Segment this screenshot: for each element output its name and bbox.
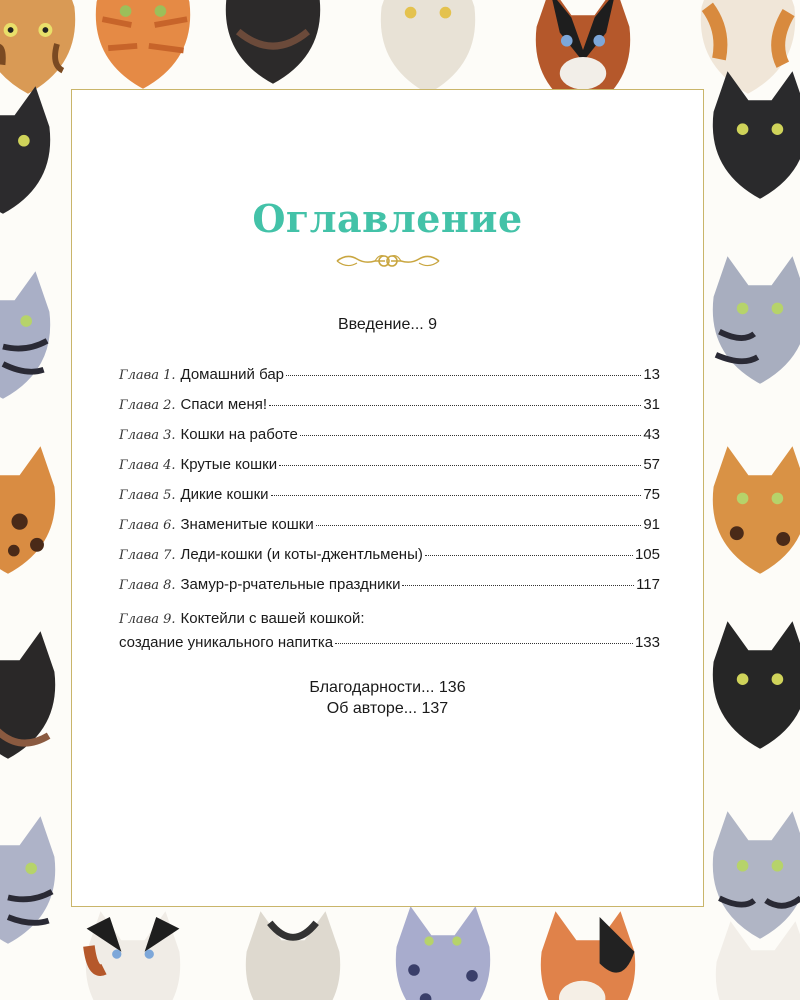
chapter-label: Глава 8.	[119, 578, 176, 593]
dot-leader	[425, 555, 633, 556]
chapter-label: Глава 3.	[119, 428, 176, 443]
chapter-label: Глава 9.	[119, 612, 176, 627]
cat-illustration	[0, 625, 66, 765]
chapter-entry[interactable]	[119, 426, 660, 456]
dot-leader	[316, 525, 642, 526]
chapter-label: Глава 4.	[119, 458, 176, 473]
chapter-page: 133	[634, 634, 660, 651]
chapter-label: Глава 1.	[119, 368, 176, 383]
chapter-page: 43	[643, 426, 660, 443]
ornament-divider-icon	[335, 250, 441, 272]
chapter-page: 91	[643, 516, 660, 533]
dot-leader	[269, 405, 641, 406]
cat-illustration	[702, 250, 800, 390]
dot-leader	[300, 435, 641, 436]
chapter-label: Глава 7.	[119, 548, 176, 563]
chapter-page: 105	[634, 546, 660, 563]
chapter-entry[interactable]	[119, 576, 660, 606]
chapter-entry[interactable]	[119, 516, 660, 546]
cat-illustration	[702, 65, 800, 205]
back-matter	[72, 677, 703, 719]
chapter-page: 117	[636, 576, 660, 593]
cat-illustration	[530, 905, 646, 1000]
about-author-entry[interactable]: Об авторе... 137	[326, 700, 449, 717]
chapter-label: Глава 6.	[119, 518, 176, 533]
chapter-page: 75	[643, 486, 660, 503]
acknowledgements-entry[interactable]: Благодарности... 136	[309, 679, 466, 696]
dot-leader	[335, 643, 633, 644]
dot-leader	[286, 375, 641, 376]
chapter-entry[interactable]	[119, 610, 660, 658]
dot-leader	[271, 495, 642, 496]
cat-illustration	[0, 80, 61, 220]
cat-illustration	[235, 905, 351, 1000]
cat-illustration	[215, 0, 331, 90]
cat-illustration	[75, 905, 191, 1000]
chapter-name: Домашний бар	[180, 366, 284, 383]
dot-leader	[402, 585, 634, 586]
cat-illustration	[85, 0, 201, 95]
chapter-name: Кошки на работе	[180, 426, 298, 443]
chapter-name: Коктейли с вашей кошкой:	[180, 610, 365, 627]
chapter-name: Замур-р-рчательные праздники	[180, 576, 401, 593]
chapter-list	[119, 366, 660, 658]
intro-entry[interactable]: Введение... 9	[337, 316, 438, 333]
chapter-name: Леди-кошки (и коты-джентльмены)	[180, 546, 423, 563]
chapter-page: 13	[643, 366, 660, 383]
cat-illustration	[702, 615, 800, 755]
cat-illustration	[370, 0, 486, 100]
cat-illustration	[0, 265, 61, 405]
cat-illustration	[385, 900, 501, 1000]
chapter-page: 57	[643, 456, 660, 473]
chapter-entry[interactable]	[119, 396, 660, 426]
dot-leader	[279, 465, 641, 466]
chapter-label: Глава 2.	[119, 398, 176, 413]
chapter-entry[interactable]	[119, 546, 660, 576]
chapter-name: Крутые кошки	[180, 456, 278, 473]
chapter-name: Спаси меня!	[180, 396, 268, 413]
chapter-entry[interactable]	[119, 456, 660, 486]
chapter-page: 31	[643, 396, 660, 413]
chapter-entry[interactable]	[119, 366, 660, 396]
cat-illustration	[705, 915, 800, 1000]
contents-panel	[71, 89, 704, 907]
cat-illustration	[0, 810, 66, 950]
chapter-name: Знаменитые кошки	[180, 516, 314, 533]
cat-illustration	[702, 440, 800, 580]
chapter-name-continued: создание уникального напитка	[119, 634, 334, 651]
chapter-name: Дикие кошки	[180, 486, 269, 503]
cat-illustration	[0, 440, 66, 580]
chapter-entry[interactable]	[119, 486, 660, 516]
chapter-label: Глава 5.	[119, 488, 176, 503]
page-title: Оглавление	[252, 196, 523, 241]
